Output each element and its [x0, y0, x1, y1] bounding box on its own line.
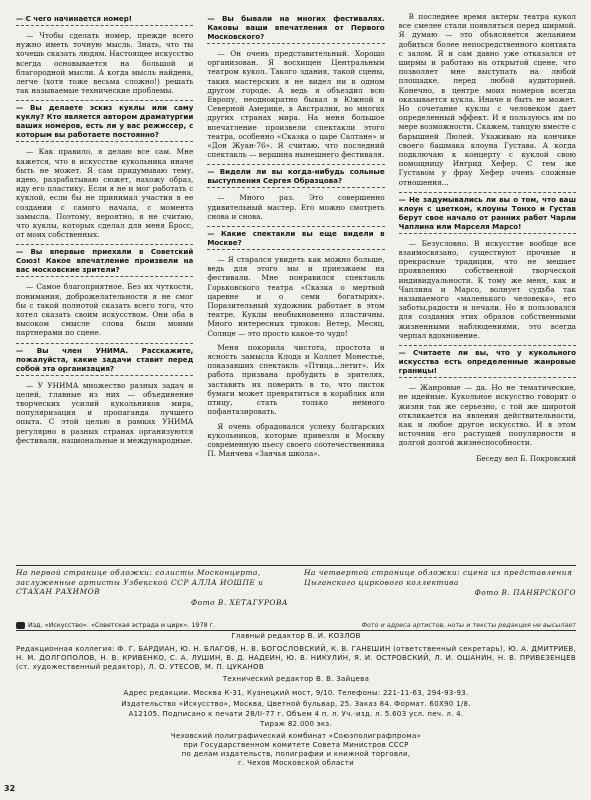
interview-paragraph: В последнее время актеры театра кукол все смелее стали появляться перед ширмой. Я думаю — это объясняется желанием добиться более непосредственного контакта с залом. Я и сам давно уже отказался от ширмы и работаю на открытой сцене, что позволяет мне выступать на любой площадке, перед любой аудиторией. Конечно, в центре моих номеров всегда оказывается кукла. Иначе и быть не может. Но сочетание куклы с человеком дает определенный эффект. И я пользуюсь им по мере возможности. Скажем, танцую вместе с барышней Люлей. Ухаживаю на кончике своего башмака клоуна Густава. А когда подключаю к концерту с куклой свою помощницу Ингрид Хефер. С тем же Густавом у фрау Хефер очень сложные отношения... [398, 12, 576, 187]
caption-front-text: На первой странице обложки: солисты Москонцерта, заслуженные артисты Узбекской ССР АЛЛА ИОШПЕ и СТАХАН РАХИМОВ [16, 568, 264, 597]
interview-question: — Считаете ли вы, что у кукольного искусства есть определенные жанровые границы! [399, 345, 576, 378]
interview-question: — Не задумывались ли вы о том, что ваш клоун с цветком, клоуны Тонхо и Густав берут свое начало от ранних работ Чарли Чаплина или Марселя Марсо! [399, 192, 576, 234]
caption-back-photo-credit: Фото В. ПАНЯРСКОГО [474, 588, 576, 598]
interview-paragraph: — Безусловно. В искусстве вообще все взаимосвязано, существуют прочные и прекрасные традиции, что не мешает проявлению собственной творческой индивидуальности. К тому же меня, как и Чаплина и Марсо, волнует судьба так называемого «маленького человека», его заботы,радости и печали. Но я пользовался для создания этих образов собственными жизненными наблюдениями, это всегда черпал вдохновение. [398, 238, 576, 340]
interview-paragraph: — Я старался увидеть как можно больше, ведь для этого мы и приезжаем на фестивали. Мне понравился спектакль Горьковского театра «Сказка о мертвой царевне и о семи богатырях». Поразительный художник работает в этом театре. Куклы необыкновенно пластичны. Много интересных трюков: Ветер, Месяц, Солнце — это просто какое-то чудо! [207, 255, 385, 338]
column-3 [399, 12, 576, 562]
interview-paragraph: — Как правило, я делаю все сам. Мне кажется, что в искусстве кукольника иначе быть не может. Я сам придумываю тему, идею, разрабатываю сюжет, нахожу образ, иду его пластику. Если я не и мог работать с куклой, если бы не принимал участия в ее создании с самого начала, с момента замысла. Поэтому, вероятно, я не считаю, что куклы, которых сделал для меня Бросс, от моих собственных. [16, 147, 194, 240]
interview-paragraph: — Жанровые — да. Но не тематические, не идейные. Кукольное искусство говорит о жизни так же серьезно, с той же широтой откликается на явления действительности, как и любое другое искусство. И в этом источник его растущей популярности и долгой долгой жизнеспособности. [398, 383, 576, 448]
column-1 [16, 12, 193, 562]
chief-editor: Главный редактор В. И. КОЗЛОВ [231, 632, 361, 640]
caption-back-text: На четвертой странице обложки: сцена из представления Цыганского циркового коллектива [304, 568, 573, 587]
interview-paragraph: Меня покорила чистота, простота и ясность замысла Клода и Коллет Монестье, показавших спектакль «Птица...летит». Их работа призвана пробудить в зрителях, заставить их поверить в то, что листок бумаги может превратиться в кораблик или птицу, стать только немного пофантазировать. [207, 342, 385, 417]
interview-paragraph: — Чтобы сделать номер, прежде всего нужно иметь точную мысль. Знать, что ты хочешь сказать людям. Настоящее искусство всегда основывается на большой и благородной мысли. А когда мысль найдена, легче (хотя тоже весьма сложно!) решать так называемые технические проблемы. [16, 31, 194, 96]
printer-info [16, 732, 576, 768]
column-2 [207, 12, 384, 562]
signed-to-print: А12105. Подписано к печати 28/II-77 г. Объем 4 п. л. Уч.-изд. л. 5.603 усл. печ. л. 4. [128, 709, 464, 718]
interview-columns [16, 12, 576, 562]
interview-paragraph: — Он очень представительный. Хорошо организован. Я восхищен Центральным театром кукол. Такого здания, такой сцены, таких мастерских я не видел ни в одном другом городе. А ведь я объездил всю Европу, неоднократно бывал в Южной и Северной Америке, в Австралии, во многих других странах мира. На меня большое впечатление произвели спектакли этого театра, особенно «Сказка о царе Салтане» и «Дон Жуан-76». Я считаю, что последний спектакль — вершина нынешнего фестиваля. [207, 49, 385, 160]
printer-line: при Государственном комитете Совета Министров СССР [183, 740, 409, 749]
interview-paragraph: — Самое благоприятное. Без их чуткости, понимания, доброжелательности я не смог бы с такой полнотой сказать всего того, что хотел сказать своим искусством. Они оба в высоком смысле слова были моими партнерами по сцене. [16, 282, 194, 338]
editorial-board: Редакционная коллегия: Ф. Г. БАРДИАН, Ю. Н. БЛАГОВ, Н. В. БОГОСЛОВСКИЙ, К. В. ГАНЕШИН (ответственный секретарь), Ю. А. ДМИТРИЕВ, Н. М. ДОЛГОПОЛОВ, Н. В. КРИВЕНКО, С. А. ЛУШИН, В. Д. НАДЕИН, Ю. В. НИКУЛИН, Я. И. ОСТРОВСКИЙ, Л. И. ОШАНИН, Н. В. ПРИВЕЗЕНЦЕВ (ст. художественный редактор), Л. О. УТЕСОВ, М. П. ЦУКАНОВ [16, 645, 576, 672]
address: Адрес редакции. Москва К-31, Кузнецкий мост, 9/10. Телефоны: 221-11-63, 294-93-93. [123, 689, 469, 698]
interview-question: — Видели ли вы когда-нибудь сольные выступления Сергея Образцова? [207, 164, 384, 188]
credit-note: Фото и адреса артистов, ноты и тексты редакция не высылает [361, 621, 576, 629]
tech-editor: Технический редактор В. В. Зайцева [222, 675, 370, 684]
interview-question: — Вы бывали на многих фестивалях. Каковы ваши впечатления от Первого Московского? [207, 12, 384, 44]
interview-paragraph: — У УНИМА множество разных задач и целей, главные из них — объединение творческих усилий кукольников мира, популяризация и пропаганда лучшего опыта. С этой целью в рамках УНИМА регулярно в разных странах организуются фестивали, национальные и международные. [16, 380, 194, 445]
interview-paragraph: — Много раз. Это совершенно удивительный мастер. Его можно смотреть снова и снова. [207, 193, 385, 221]
page-number: 32 [4, 784, 16, 793]
cover-captions [16, 568, 576, 626]
credit-text: Изд. «Искусство». «Советская эстрада и цирк». 1978 г. [28, 621, 216, 629]
imprint-block [16, 632, 576, 768]
copyright-icon [16, 622, 25, 629]
caption-front-photo-credit: Фото В. ХЕТАГУРОВА [191, 597, 288, 607]
interview-paragraph: Я очень обрадовался успеху болгарских кукольников, которые привезли в Москву современную пьесу своего соотечественника П. Манчева «Заячья школа». [207, 421, 385, 459]
printer-line: по делам издательств, полиграфии и книжной торговли, [181, 750, 411, 759]
interview-question: — Вы член УНИМА. Расскажите, пожалуйста, какие задачи ставит перед собой эта организация? [16, 343, 193, 376]
interview-question: — Какие спектакли вы еще видели в Москве? [207, 226, 384, 250]
interviewer-signature: Беседу вел Б. Покровский [476, 453, 576, 463]
divider-top [16, 565, 576, 566]
printer-line: г. Чехов Московской области [238, 759, 354, 768]
caption-back-cover [304, 568, 576, 626]
caption-front-cover [16, 568, 288, 626]
printer-line: Чеховский полиграфический комбинат «Союзполиграфпрома» [170, 731, 422, 740]
publication-credit [16, 621, 576, 629]
interview-question: — Вы делаете эскиз куклы или саму куклу? Кто является автором драматургии ваших номеров, есть ли у вас режиссер, с которым вы работаете постоянно? [16, 100, 193, 142]
interview-question: — С чего начинается номер! [16, 12, 193, 26]
interview-question: — Вы впервые приехали в Советский Союз! Какое впечатление произвели на вас московские зрители? [16, 244, 193, 277]
divider-bottom [16, 630, 576, 631]
circulation: Тираж 82.000 экз. [260, 719, 332, 728]
publisher: Издательство «Искусство», Москва, Цветной бульвар, 25. Заказ 84. Формат. 60Х90 1/8. [121, 699, 471, 708]
